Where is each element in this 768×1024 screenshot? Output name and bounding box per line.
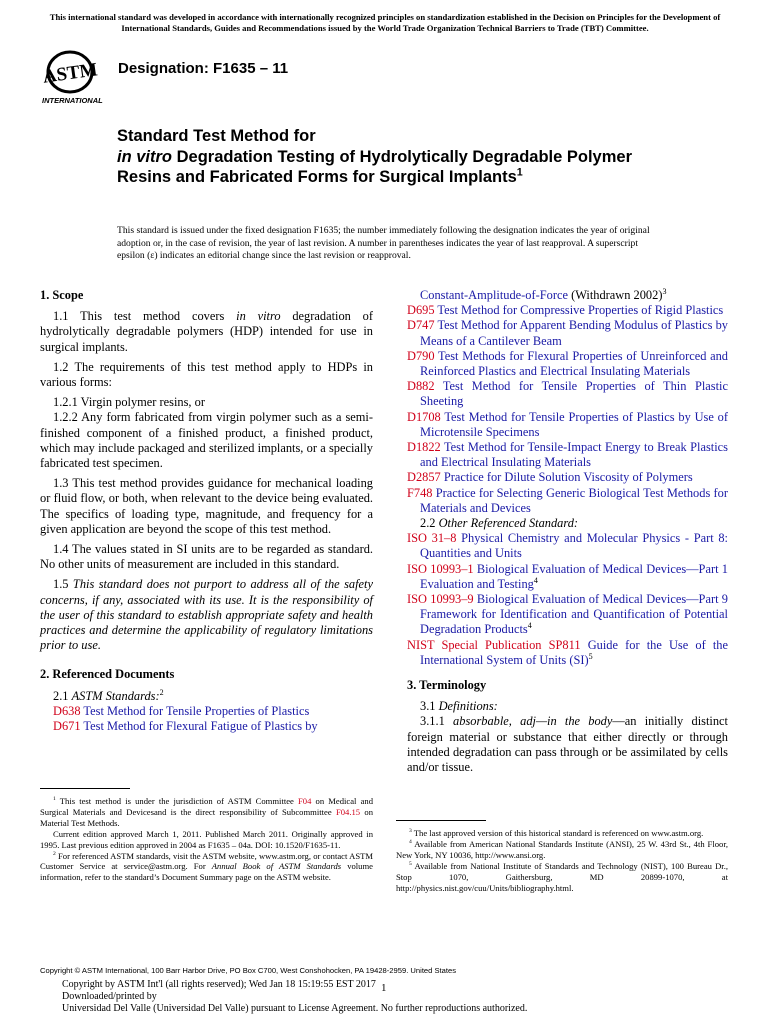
ref-d638: D638 Test Method for Tensile Properties of Plastics <box>53 703 310 718</box>
right-column <box>407 288 728 780</box>
astm-standards-subheading: 2.1 ASTM Standards:$^2$ <box>53 687 164 703</box>
footnote-1: $^1$ This test method is under the jurisdiction of ASTM Committee F04 on Medical and Surgical Materials and Devicesand is the direct responsibility of Subcommittee F04.15 on Material Test Methods. <box>40 796 373 828</box>
astm-ref-item: D695 Test Method for Compressive Properties of Rigid Plastics <box>407 303 724 318</box>
footnote-4: $^4$ Available from American National Standards Institute (ANSI), 25 W. 43rd St., 4th Floor, New York, NY 10036, http://www.ansi.org. <box>396 838 728 860</box>
other-reference-list <box>407 531 728 668</box>
definition-absorbable: 3.1.1 absorbable, adj—in the body—an initially distinct foreign material or substance that either directly or through intended degradation can pass through or be assimilated by cells and/or tissue. <box>407 714 728 775</box>
license-line1: Copyright by ASTM Int'l (all rights reserved); Wed Jan 18 15:19:55 EST 2017 <box>62 979 376 990</box>
svg-text:INTERNATIONAL: INTERNATIONAL <box>42 96 103 105</box>
intro-paragraph: This standard is issued under the fixed designation F1635; the number immediately following the designation indicates the year of original adoption or, in the case of revision, the year of last revision. A number in parentheses indicates the year of last reapproval. A superscript epsilon (ε) indicates an editorial change since the last revision or reapproval. <box>117 225 650 262</box>
section-heading-scope: 1. Scope <box>40 288 84 302</box>
astm-ref-link[interactable]: F748 <box>407 485 433 500</box>
astm-ref-link[interactable]: D2857 <box>407 470 441 485</box>
astm-logo <box>40 48 112 106</box>
footnote-5: $^5$ Available from National Institute of Standards and Technology (NIST), 100 Bureau Dr., Stop 1070, Gaithersburg, MD 20899-1070, at http://physics.nist.gov/cuu/Units/bibliography.html. <box>396 860 728 893</box>
ref-link-d638[interactable]: D638 <box>53 703 81 718</box>
footnote-1-edition: Current edition approved March 1, 2011. Published March 2011. Originally approved in 1995. Last previous edition approved in 2004 as F1635 – 04a. DOI: 10.1520/F1635-11. <box>40 828 373 850</box>
title-footnote-ref: 1 <box>516 166 523 179</box>
scope-1-2-1: 1.2.1 Virgin polymer resins, or <box>53 395 205 410</box>
other-ref-item: ISO 10993–1 Biological Evaluation of Medical Devices—Part 1 Evaluation and Testing$^4$ <box>407 561 728 591</box>
astm-ref-item: D790 Test Methods for Flexural Properties of Unreinforced and Reinforced Plastics and Electrical Insulating Materials <box>407 348 728 379</box>
other-ref-item: ISO 31–8 Physical Chemistry and Molecular Physics - Part 8: Quantities and Units <box>407 531 728 561</box>
title-line1: Standard Test Method for <box>117 127 316 145</box>
astm-ref-link[interactable]: D747 <box>407 318 435 333</box>
ref-d671-continued: Constant-Amplitude-of-Force (Withdrawn 2002)$^3$ <box>420 286 667 302</box>
footnotes-left <box>40 796 373 883</box>
svg-text:ASTM: ASTM <box>41 59 99 88</box>
astm-ref-link[interactable]: D695 <box>407 303 435 318</box>
astm-ref-item: D882 Test Method for Tensile Properties of Thin Plastic Sheeting <box>407 379 728 409</box>
footnote-3: $^3$ The last approved version of this historical standard is referenced on www.astm.org. <box>409 828 704 838</box>
link-f04[interactable]: F04 <box>298 796 312 806</box>
other-ref-item: NIST Special Publication SP811 Guide for the Use of the International System of Units (SI)$^5$ <box>407 637 728 667</box>
link-f04-15[interactable]: F04.15 <box>335 806 361 817</box>
astm-reference-list <box>407 303 728 516</box>
license-line2: Downloaded/printed by <box>62 991 157 1002</box>
footnotes-right <box>396 828 728 893</box>
document-title <box>117 126 637 188</box>
astm-ref-item: D2857 Practice for Dilute Solution Viscosity of Polymers <box>407 470 693 485</box>
astm-ref-item: D1822 Test Method for Tensile-Impact Energy to Break Plastics and Electrical Insulating Materials <box>407 440 728 470</box>
footnote-2: $^2$ For referenced ASTM standards, visit the ASTM website, www.astm.org, or contact ASTM Customer Service at service@astm.org. For Annual Book of ASTM Standards volume information, refer to the standard’s Document Summary page on the ASTM website. <box>40 850 373 883</box>
left-column <box>40 288 373 734</box>
scope-1-1: 1.1 This test method covers in vitro degradation of hydrolytically degradable polymers (HDP) intended for use in surgical implants. <box>40 309 373 354</box>
astm-ref-link[interactable]: D1822 <box>407 440 441 455</box>
scope-1-4: 1.4 The values stated in SI units are to be regarded as standard. No other units of measurement are included in this standard. <box>40 542 373 572</box>
ref-d671: D671 Test Method for Flexural Fatigue of Plastics by <box>53 719 318 734</box>
astm-ref-link[interactable]: D1708 <box>407 409 441 424</box>
other-ref-link[interactable]: ISO 10993–1 <box>407 561 474 576</box>
footnote-rule-left <box>40 788 130 789</box>
scope-1-2: 1.2 The requirements of this test method apply to HDPs in various forms: <box>40 359 373 390</box>
title-italic: in vitro <box>117 147 173 166</box>
top-note: This international standard was developed in accordance with internationally recognized principles on standardization established in the Decision on Principles for the Development of International Standards, Guides and Recommendations issued by the World Trade Organization Technical Barriers to Trade (TBT) Committee. <box>49 12 721 33</box>
astm-ref-link[interactable]: D790 <box>407 348 435 363</box>
other-ref-link[interactable]: ISO 31–8 <box>407 531 457 546</box>
other-ref-link[interactable]: NIST Special Publication SP811 <box>407 637 581 652</box>
footnote-rule-right <box>396 820 486 821</box>
other-standards-subheading: 2.2 Other Referenced Standard: <box>420 516 579 531</box>
page-number: 1 <box>381 982 387 994</box>
scope-1-3: 1.3 This test method provides guidance for mechanical loading or fluid flow, or both, when relevant to the device being evaluated. The specifics of loading type, magnitude, and frequency for a given application are beyond the scope of this test method. <box>40 476 373 536</box>
designation: Designation: F1635 – 11 <box>118 60 289 77</box>
license-line3: Universidad Del Valle (Universidad Del Valle) pursuant to License Agreement. No further reproductions authorized. <box>62 1003 528 1014</box>
ref-link-d671[interactable]: D671 <box>53 719 81 734</box>
definitions-subheading: 3.1 Definitions: <box>420 699 498 714</box>
astm-ref-item: D1708 Test Method for Tensile Properties of Plastics by Use of Microtensile Specimens <box>407 409 728 439</box>
section-heading-referenced-documents: 2. Referenced Documents <box>40 667 175 682</box>
other-ref-item: ISO 10993–9 Biological Evaluation of Medical Devices—Part 9 Framework for Identification and Quantification of Potential Degradation Products$^4$ <box>407 592 728 637</box>
other-ref-link[interactable]: ISO 10993–9 <box>407 592 474 607</box>
scope-1-2-2: 1.2.2 Any form fabricated from virgin polymer such as a semi-finished component of a finished product, a finished product, which may include packaged and sterilized implants, or a specially fabricated test specimen. <box>40 410 373 471</box>
title-rest: Degradation Testing of Hydrolytically Degradable Polymer Resins and Fabricated Forms for Surgical Implants <box>117 147 632 186</box>
copyright-line: Copyright © ASTM International, 100 Barr Harbor Drive, PO Box C700, West Conshohocken, PA 19428-2959. United States <box>40 966 457 975</box>
astm-ref-item: F748 Practice for Selecting Generic Biological Test Methods for Materials and Devices <box>407 485 728 515</box>
scope-1-5: 1.5 This standard does not purport to address all of the safety concerns, if any, associated with its use. It is the responsibility of the user of this standard to establish appropriate safety and health practices and determine the applicability of regulatory limitations prior to use. <box>40 577 373 653</box>
astm-ref-link[interactable]: D882 <box>407 379 435 394</box>
astm-ref-item: D747 Test Method for Apparent Bending Modulus of Plastics by Means of a Cantilever Beam <box>407 318 728 348</box>
section-heading-terminology: 3. Terminology <box>407 678 487 693</box>
